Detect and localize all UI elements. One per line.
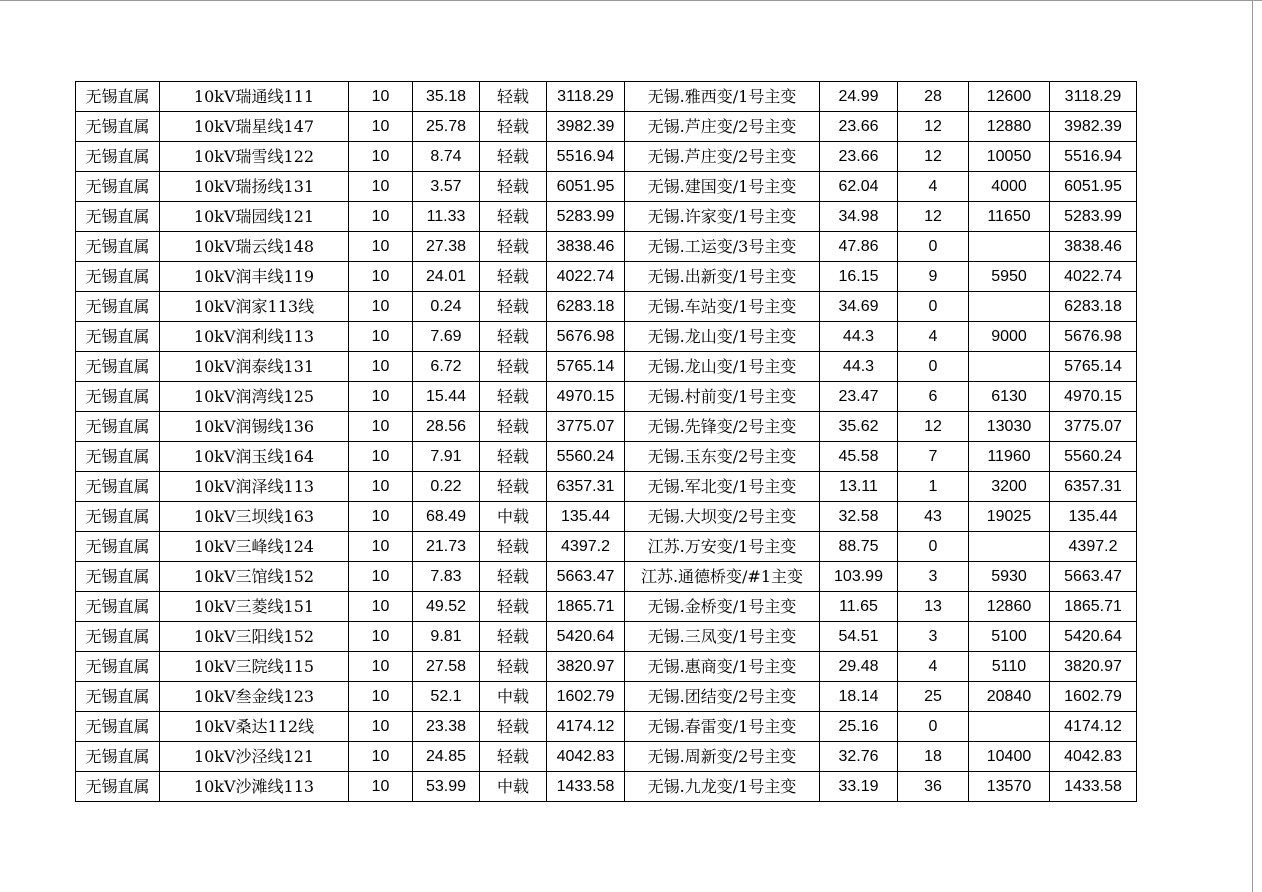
page-top-border	[0, 0, 1262, 1]
line-name-cell: 10kV叁金线123	[160, 682, 349, 712]
org-cell: 无锡直属	[76, 502, 160, 532]
transformer-cell: 无锡.村前变/1号主变	[625, 382, 820, 412]
user-count-cell: 0	[898, 232, 969, 262]
voltage-cell: 10	[349, 292, 413, 322]
spare-capacity-cell: 5283.99	[547, 202, 625, 232]
transformer-cell: 无锡.建国变/1号主变	[625, 172, 820, 202]
load-rate-cell: 3.57	[413, 172, 480, 202]
user-count-cell: 3	[898, 622, 969, 652]
org-cell: 无锡直属	[76, 772, 160, 802]
capacity-cell: 13570	[969, 772, 1050, 802]
line-name-cell: 10kV瑞通线111	[160, 82, 349, 112]
transformer-cell: 无锡.车站变/1号主变	[625, 292, 820, 322]
remaining-cell: 4042.83	[1050, 742, 1137, 772]
table-row	[76, 472, 1137, 502]
capacity-cell: 3200	[969, 472, 1050, 502]
table-row	[76, 142, 1137, 172]
load-rate-cell: 28.56	[413, 412, 480, 442]
load-status-cell: 轻载	[480, 742, 547, 772]
voltage-cell: 10	[349, 142, 413, 172]
spare-capacity-cell: 5516.94	[547, 142, 625, 172]
voltage-cell: 10	[349, 82, 413, 112]
remaining-cell: 5516.94	[1050, 142, 1137, 172]
transformer-cell: 无锡.金桥变/1号主变	[625, 592, 820, 622]
table-row	[76, 82, 1137, 112]
transformer-load-cell: 23.66	[820, 112, 898, 142]
table-row	[76, 562, 1137, 592]
table-row	[76, 502, 1137, 532]
voltage-cell: 10	[349, 232, 413, 262]
line-name-cell: 10kV三阳线152	[160, 622, 349, 652]
load-status-cell: 轻载	[480, 592, 547, 622]
capacity-cell: 11650	[969, 202, 1050, 232]
spare-capacity-cell: 4042.83	[547, 742, 625, 772]
load-rate-cell: 7.69	[413, 322, 480, 352]
transformer-load-cell: 23.47	[820, 382, 898, 412]
line-name-cell: 10kV润玉线164	[160, 442, 349, 472]
user-count-cell: 7	[898, 442, 969, 472]
remaining-cell: 1433.58	[1050, 772, 1137, 802]
user-count-cell: 12	[898, 202, 969, 232]
spare-capacity-cell: 3775.07	[547, 412, 625, 442]
org-cell: 无锡直属	[76, 352, 160, 382]
line-name-cell: 10kV润家113线	[160, 292, 349, 322]
transformer-cell: 无锡.春雷变/1号主变	[625, 712, 820, 742]
spare-capacity-cell: 4397.2	[547, 532, 625, 562]
org-cell: 无锡直属	[76, 712, 160, 742]
spare-capacity-cell: 4022.74	[547, 262, 625, 292]
remaining-cell: 4970.15	[1050, 382, 1137, 412]
remaining-cell: 1602.79	[1050, 682, 1137, 712]
spare-capacity-cell: 4174.12	[547, 712, 625, 742]
transformer-load-cell: 103.99	[820, 562, 898, 592]
transformer-load-cell: 32.76	[820, 742, 898, 772]
capacity-cell	[969, 532, 1050, 562]
remaining-cell: 3838.46	[1050, 232, 1137, 262]
org-cell: 无锡直属	[76, 292, 160, 322]
load-rate-cell: 6.72	[413, 352, 480, 382]
spare-capacity-cell: 3820.97	[547, 652, 625, 682]
table-row	[76, 532, 1137, 562]
voltage-cell: 10	[349, 202, 413, 232]
remaining-cell: 5765.14	[1050, 352, 1137, 382]
transformer-cell: 无锡.龙山变/1号主变	[625, 352, 820, 382]
load-rate-cell: 49.52	[413, 592, 480, 622]
org-cell: 无锡直属	[76, 682, 160, 712]
voltage-cell: 10	[349, 682, 413, 712]
voltage-cell: 10	[349, 262, 413, 292]
transformer-load-cell: 25.16	[820, 712, 898, 742]
remaining-cell: 4174.12	[1050, 712, 1137, 742]
remaining-cell: 4397.2	[1050, 532, 1137, 562]
transformer-cell: 无锡.雅西变/1号主变	[625, 82, 820, 112]
capacity-cell	[969, 292, 1050, 322]
load-rate-cell: 27.58	[413, 652, 480, 682]
voltage-cell: 10	[349, 652, 413, 682]
user-count-cell: 4	[898, 322, 969, 352]
org-cell: 无锡直属	[76, 412, 160, 442]
spare-capacity-cell: 1865.71	[547, 592, 625, 622]
remaining-cell: 5420.64	[1050, 622, 1137, 652]
line-name-cell: 10kV沙泾线121	[160, 742, 349, 772]
spare-capacity-cell: 5676.98	[547, 322, 625, 352]
table-row	[76, 382, 1137, 412]
capacity-cell	[969, 712, 1050, 742]
line-name-cell: 10kV瑞云线148	[160, 232, 349, 262]
org-cell: 无锡直属	[76, 322, 160, 352]
line-name-cell: 10kV润利线113	[160, 322, 349, 352]
load-status-cell: 轻载	[480, 622, 547, 652]
line-name-cell: 10kV三菱线151	[160, 592, 349, 622]
capacity-cell: 6130	[969, 382, 1050, 412]
org-cell: 无锡直属	[76, 172, 160, 202]
transformer-cell: 无锡.惠商变/1号主变	[625, 652, 820, 682]
load-rate-cell: 15.44	[413, 382, 480, 412]
remaining-cell: 5283.99	[1050, 202, 1137, 232]
table-row	[76, 202, 1137, 232]
line-name-cell: 10kV三馆线152	[160, 562, 349, 592]
load-rate-cell: 21.73	[413, 532, 480, 562]
capacity-cell	[969, 232, 1050, 262]
voltage-cell: 10	[349, 352, 413, 382]
line-name-cell: 10kV三坝线163	[160, 502, 349, 532]
spare-capacity-cell: 6283.18	[547, 292, 625, 322]
transformer-cell: 无锡.许家变/1号主变	[625, 202, 820, 232]
capacity-cell: 19025	[969, 502, 1050, 532]
line-name-cell: 10kV润泽线113	[160, 472, 349, 502]
load-status-cell: 中载	[480, 502, 547, 532]
table-row	[76, 592, 1137, 622]
load-rate-cell: 24.85	[413, 742, 480, 772]
spare-capacity-cell: 6357.31	[547, 472, 625, 502]
load-status-cell: 轻载	[480, 82, 547, 112]
user-count-cell: 9	[898, 262, 969, 292]
capacity-cell: 10400	[969, 742, 1050, 772]
transformer-load-cell: 13.11	[820, 472, 898, 502]
transformer-cell: 无锡.三凤变/1号主变	[625, 622, 820, 652]
transformer-load-cell: 32.58	[820, 502, 898, 532]
spare-capacity-cell: 5420.64	[547, 622, 625, 652]
transformer-load-cell: 23.66	[820, 142, 898, 172]
user-count-cell: 3	[898, 562, 969, 592]
table-body	[76, 82, 1137, 802]
capacity-cell: 12880	[969, 112, 1050, 142]
line-name-cell: 10kV瑞星线147	[160, 112, 349, 142]
org-cell: 无锡直属	[76, 262, 160, 292]
line-name-cell: 10kV润湾线125	[160, 382, 349, 412]
spare-capacity-cell: 3982.39	[547, 112, 625, 142]
org-cell: 无锡直属	[76, 82, 160, 112]
table-row	[76, 112, 1137, 142]
spare-capacity-cell: 5560.24	[547, 442, 625, 472]
load-rate-cell: 0.22	[413, 472, 480, 502]
remaining-cell: 6283.18	[1050, 292, 1137, 322]
capacity-cell: 5110	[969, 652, 1050, 682]
remaining-cell: 3118.29	[1050, 82, 1137, 112]
table-row	[76, 652, 1137, 682]
transformer-load-cell: 44.3	[820, 322, 898, 352]
spare-capacity-cell: 4970.15	[547, 382, 625, 412]
load-rate-cell: 52.1	[413, 682, 480, 712]
voltage-cell: 10	[349, 742, 413, 772]
transformer-cell: 江苏.通德桥变/#1主变	[625, 562, 820, 592]
feeder-load-table	[75, 81, 1137, 802]
line-name-cell: 10kV瑞扬线131	[160, 172, 349, 202]
capacity-cell: 11960	[969, 442, 1050, 472]
load-status-cell: 轻载	[480, 472, 547, 502]
transformer-load-cell: 62.04	[820, 172, 898, 202]
transformer-load-cell: 88.75	[820, 532, 898, 562]
table-row	[76, 232, 1137, 262]
capacity-cell: 5100	[969, 622, 1050, 652]
user-count-cell: 1	[898, 472, 969, 502]
load-status-cell: 轻载	[480, 172, 547, 202]
load-status-cell: 轻载	[480, 112, 547, 142]
transformer-cell: 无锡.龙山变/1号主变	[625, 322, 820, 352]
load-rate-cell: 27.38	[413, 232, 480, 262]
spare-capacity-cell: 5663.47	[547, 562, 625, 592]
voltage-cell: 10	[349, 172, 413, 202]
spare-capacity-cell: 135.44	[547, 502, 625, 532]
table-row	[76, 622, 1137, 652]
org-cell: 无锡直属	[76, 532, 160, 562]
user-count-cell: 0	[898, 292, 969, 322]
load-rate-cell: 24.01	[413, 262, 480, 292]
capacity-cell: 5930	[969, 562, 1050, 592]
line-name-cell: 10kV三院线115	[160, 652, 349, 682]
transformer-cell: 无锡.芦庄变/2号主变	[625, 142, 820, 172]
transformer-load-cell: 16.15	[820, 262, 898, 292]
capacity-cell: 10050	[969, 142, 1050, 172]
remaining-cell: 3775.07	[1050, 412, 1137, 442]
table-row	[76, 292, 1137, 322]
voltage-cell: 10	[349, 412, 413, 442]
line-name-cell: 10kV沙滩线113	[160, 772, 349, 802]
load-status-cell: 中载	[480, 682, 547, 712]
remaining-cell: 3820.97	[1050, 652, 1137, 682]
user-count-cell: 25	[898, 682, 969, 712]
spare-capacity-cell: 5765.14	[547, 352, 625, 382]
org-cell: 无锡直属	[76, 622, 160, 652]
load-rate-cell: 23.38	[413, 712, 480, 742]
voltage-cell: 10	[349, 622, 413, 652]
user-count-cell: 0	[898, 712, 969, 742]
spare-capacity-cell: 6051.95	[547, 172, 625, 202]
load-status-cell: 轻载	[480, 352, 547, 382]
table-row	[76, 712, 1137, 742]
load-rate-cell: 8.74	[413, 142, 480, 172]
transformer-cell: 无锡.工运变/3号主变	[625, 232, 820, 262]
load-rate-cell: 9.81	[413, 622, 480, 652]
transformer-load-cell: 34.98	[820, 202, 898, 232]
transformer-cell: 无锡.出新变/1号主变	[625, 262, 820, 292]
load-status-cell: 轻载	[480, 532, 547, 562]
org-cell: 无锡直属	[76, 742, 160, 772]
transformer-load-cell: 47.86	[820, 232, 898, 262]
transformer-cell: 江苏.万安变/1号主变	[625, 532, 820, 562]
transformer-load-cell: 33.19	[820, 772, 898, 802]
voltage-cell: 10	[349, 112, 413, 142]
capacity-cell: 20840	[969, 682, 1050, 712]
org-cell: 无锡直属	[76, 592, 160, 622]
load-status-cell: 轻载	[480, 442, 547, 472]
capacity-cell: 5950	[969, 262, 1050, 292]
load-status-cell: 轻载	[480, 322, 547, 352]
transformer-cell: 无锡.大坝变/2号主变	[625, 502, 820, 532]
spare-capacity-cell: 1602.79	[547, 682, 625, 712]
voltage-cell: 10	[349, 502, 413, 532]
line-name-cell: 10kV润丰线119	[160, 262, 349, 292]
transformer-load-cell: 24.99	[820, 82, 898, 112]
remaining-cell: 5663.47	[1050, 562, 1137, 592]
org-cell: 无锡直属	[76, 232, 160, 262]
load-status-cell: 轻载	[480, 202, 547, 232]
table-row	[76, 322, 1137, 352]
table-row	[76, 442, 1137, 472]
load-rate-cell: 53.99	[413, 772, 480, 802]
remaining-cell: 1865.71	[1050, 592, 1137, 622]
capacity-cell: 13030	[969, 412, 1050, 442]
transformer-load-cell: 34.69	[820, 292, 898, 322]
line-name-cell: 10kV桑达112线	[160, 712, 349, 742]
line-name-cell: 10kV润泰线131	[160, 352, 349, 382]
remaining-cell: 5560.24	[1050, 442, 1137, 472]
capacity-cell: 12600	[969, 82, 1050, 112]
user-count-cell: 12	[898, 412, 969, 442]
transformer-cell: 无锡.周新变/2号主变	[625, 742, 820, 772]
line-name-cell: 10kV三峰线124	[160, 532, 349, 562]
org-cell: 无锡直属	[76, 202, 160, 232]
user-count-cell: 0	[898, 352, 969, 382]
load-status-cell: 轻载	[480, 562, 547, 592]
user-count-cell: 28	[898, 82, 969, 112]
table-row	[76, 412, 1137, 442]
user-count-cell: 4	[898, 652, 969, 682]
user-count-cell: 43	[898, 502, 969, 532]
capacity-cell: 9000	[969, 322, 1050, 352]
user-count-cell: 18	[898, 742, 969, 772]
table-row	[76, 262, 1137, 292]
load-rate-cell: 7.91	[413, 442, 480, 472]
voltage-cell: 10	[349, 472, 413, 502]
remaining-cell: 3982.39	[1050, 112, 1137, 142]
voltage-cell: 10	[349, 322, 413, 352]
load-rate-cell: 11.33	[413, 202, 480, 232]
remaining-cell: 6051.95	[1050, 172, 1137, 202]
table-row	[76, 742, 1137, 772]
transformer-load-cell: 18.14	[820, 682, 898, 712]
load-status-cell: 轻载	[480, 232, 547, 262]
remaining-cell: 4022.74	[1050, 262, 1137, 292]
table-row	[76, 352, 1137, 382]
transformer-load-cell: 11.65	[820, 592, 898, 622]
org-cell: 无锡直属	[76, 142, 160, 172]
user-count-cell: 12	[898, 142, 969, 172]
load-status-cell: 轻载	[480, 262, 547, 292]
spare-capacity-cell: 1433.58	[547, 772, 625, 802]
transformer-load-cell: 44.3	[820, 352, 898, 382]
voltage-cell: 10	[349, 442, 413, 472]
load-rate-cell: 7.83	[413, 562, 480, 592]
transformer-cell: 无锡.芦庄变/2号主变	[625, 112, 820, 142]
voltage-cell: 10	[349, 562, 413, 592]
capacity-cell: 12860	[969, 592, 1050, 622]
page-right-border	[1252, 0, 1253, 892]
remaining-cell: 135.44	[1050, 502, 1137, 532]
table-row	[76, 172, 1137, 202]
load-status-cell: 轻载	[480, 292, 547, 322]
load-rate-cell: 25.78	[413, 112, 480, 142]
transformer-cell: 无锡.团结变/2号主变	[625, 682, 820, 712]
org-cell: 无锡直属	[76, 562, 160, 592]
remaining-cell: 6357.31	[1050, 472, 1137, 502]
org-cell: 无锡直属	[76, 382, 160, 412]
user-count-cell: 12	[898, 112, 969, 142]
table-row	[76, 772, 1137, 802]
org-cell: 无锡直属	[76, 472, 160, 502]
remaining-cell: 5676.98	[1050, 322, 1137, 352]
org-cell: 无锡直属	[76, 442, 160, 472]
load-status-cell: 轻载	[480, 142, 547, 172]
transformer-cell: 无锡.先锋变/2号主变	[625, 412, 820, 442]
line-name-cell: 10kV瑞园线121	[160, 202, 349, 232]
voltage-cell: 10	[349, 772, 413, 802]
org-cell: 无锡直属	[76, 652, 160, 682]
transformer-cell: 无锡.九龙变/1号主变	[625, 772, 820, 802]
voltage-cell: 10	[349, 592, 413, 622]
load-status-cell: 轻载	[480, 412, 547, 442]
transformer-cell: 无锡.玉东变/2号主变	[625, 442, 820, 472]
load-status-cell: 中载	[480, 772, 547, 802]
line-name-cell: 10kV润锡线136	[160, 412, 349, 442]
transformer-load-cell: 29.48	[820, 652, 898, 682]
voltage-cell: 10	[349, 382, 413, 412]
user-count-cell: 13	[898, 592, 969, 622]
load-rate-cell: 0.24	[413, 292, 480, 322]
user-count-cell: 6	[898, 382, 969, 412]
voltage-cell: 10	[349, 532, 413, 562]
spare-capacity-cell: 3118.29	[547, 82, 625, 112]
transformer-cell: 无锡.军北变/1号主变	[625, 472, 820, 502]
transformer-load-cell: 45.58	[820, 442, 898, 472]
line-name-cell: 10kV瑞雪线122	[160, 142, 349, 172]
capacity-cell: 4000	[969, 172, 1050, 202]
spare-capacity-cell: 3838.46	[547, 232, 625, 262]
org-cell: 无锡直属	[76, 112, 160, 142]
user-count-cell: 36	[898, 772, 969, 802]
user-count-cell: 0	[898, 532, 969, 562]
capacity-cell	[969, 352, 1050, 382]
transformer-load-cell: 54.51	[820, 622, 898, 652]
voltage-cell: 10	[349, 712, 413, 742]
load-status-cell: 轻载	[480, 382, 547, 412]
load-rate-cell: 35.18	[413, 82, 480, 112]
user-count-cell: 4	[898, 172, 969, 202]
load-status-cell: 轻载	[480, 712, 547, 742]
table-row	[76, 682, 1137, 712]
load-status-cell: 轻载	[480, 652, 547, 682]
load-rate-cell: 68.49	[413, 502, 480, 532]
transformer-load-cell: 35.62	[820, 412, 898, 442]
